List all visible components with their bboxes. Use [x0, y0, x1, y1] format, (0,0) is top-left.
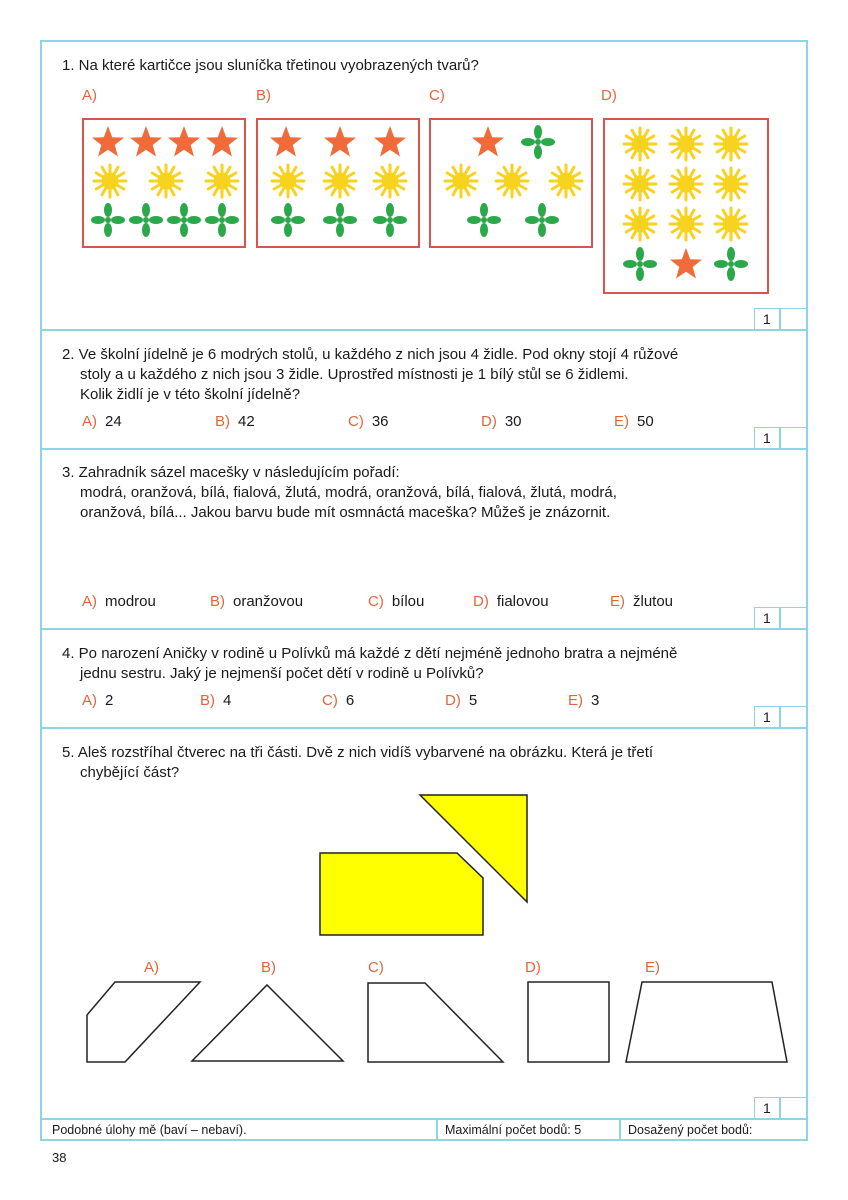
sun-icon [148, 163, 184, 199]
answer-shape-e [626, 982, 787, 1062]
score-box-1: 1 [754, 308, 806, 330]
yellow-pentagon-piece [320, 853, 483, 935]
answer-shape-a [87, 982, 200, 1062]
star-icon [166, 124, 202, 160]
q4-option-b: B) 4 [200, 692, 232, 709]
sun-icon [713, 206, 749, 242]
sun-icon [668, 166, 704, 202]
score-box-2: 1 [754, 427, 806, 449]
sun-icon [622, 206, 658, 242]
q5-option-b: B) [261, 959, 276, 976]
q3-option-b: B) oranžovou [210, 593, 304, 610]
sun-icon [668, 206, 704, 242]
star-icon [372, 124, 408, 160]
sun-icon [622, 126, 658, 162]
sun-icon [713, 126, 749, 162]
question-3-text: 3. Zahradník sázel macešky v následujícím pořadí: modrá, oranžová, bílá, fialová, žlutá, modrá, oranžová, bílá, fialová, žlutá, modrá, oranžová, bílá... Jakou barvu bude mít osmnáctá maceška? Můžeš je znázornit. [62, 464, 617, 521]
clover-icon [128, 202, 164, 238]
question-2-text: 2. Ve školní jídelně je 6 modrých stolů, u každého z nich jsou 4 židle. Pod okny stojí 4 růžové stoly a u každého z nich jsou 3 židle. Uprostřed místnosti je 1 bílý stůl se 6 židlemi. Kolik židlí je v této školní jídelně? [62, 346, 679, 403]
star-icon [668, 246, 704, 282]
sun-icon [270, 163, 306, 199]
q5-option-a: A) [144, 959, 159, 976]
clover-icon [90, 202, 126, 238]
clover-icon [520, 124, 556, 160]
clover-icon [622, 246, 658, 282]
answer-shape-d [528, 982, 609, 1062]
sun-icon [443, 163, 479, 199]
q1-option-c: C) [429, 87, 445, 104]
answer-shape-b [192, 985, 343, 1061]
sun-icon [204, 163, 240, 199]
q4-option-a: A) 2 [82, 692, 114, 709]
clover-icon [466, 202, 502, 238]
footer-achieved-points: Dosažený počet bodů: [628, 1123, 753, 1137]
q2-option-e: E) 50 [614, 413, 654, 430]
q3-option-a: A) modrou [82, 593, 156, 610]
star-icon [128, 124, 164, 160]
score-box-4: 1 [754, 706, 806, 728]
q2-option-a: A) 24 [82, 413, 122, 430]
q4-option-e: E) 3 [568, 692, 600, 709]
star-icon [204, 124, 240, 160]
q2-option-b: B) 42 [215, 413, 255, 430]
answer-shape-c [368, 983, 503, 1062]
footer-like: Podobné úlohy mě (baví – nebaví). [52, 1123, 247, 1137]
score-box-3: 1 [754, 607, 806, 629]
q2-option-c: C) 36 [348, 413, 389, 430]
q3-option-e: E) žlutou [610, 593, 674, 610]
star-icon [90, 124, 126, 160]
q5-option-e: E) [645, 959, 660, 976]
question-5-text: 5. Aleš rozstříhal čtverec na tři části. Dvě z nich vidíš vybarvené na obrázku. Která je třetí chybějící část? [62, 744, 654, 781]
star-icon [470, 124, 506, 160]
star-icon [322, 124, 358, 160]
clover-icon [322, 202, 358, 238]
clover-icon [524, 202, 560, 238]
q4-option-c: C) 6 [322, 692, 355, 709]
score-box-5: 1 [754, 1097, 806, 1119]
q1-option-b: B) [256, 87, 271, 104]
sun-icon [548, 163, 584, 199]
question-1-text: 1. Na které kartičce jsou sluníčka třetinou vyobrazených tvarů? [62, 57, 479, 74]
clover-icon [372, 202, 408, 238]
question-4-text: 4. Po narození Aničky v rodině u Polívků má každé z dětí nejméně jednoho bratra a nejméně jednu sestru. Jaký je nejmenší počet dětí v rodině u Polívků? [62, 645, 678, 682]
clover-icon [270, 202, 306, 238]
q1-option-d: D) [601, 87, 617, 104]
q1-option-a: A) [82, 87, 97, 104]
q5-option-c: C) [368, 959, 384, 976]
q5-option-d: D) [525, 959, 541, 976]
q4-option-d: D) 5 [445, 692, 478, 709]
clover-icon [204, 202, 240, 238]
sun-icon [622, 166, 658, 202]
q2-option-d: D) 30 [481, 413, 522, 430]
sun-icon [372, 163, 408, 199]
clover-icon [713, 246, 749, 282]
footer-max-points: Maximální počet bodů: 5 [445, 1123, 582, 1137]
sun-icon [494, 163, 530, 199]
sun-icon [713, 166, 749, 202]
page-number: 38 [52, 1150, 67, 1165]
star-icon [268, 124, 304, 160]
q3-option-d: D) fialovou [473, 593, 549, 610]
q3-option-c: C) bílou [368, 593, 425, 610]
sun-icon [668, 126, 704, 162]
sun-icon [322, 163, 358, 199]
clover-icon [166, 202, 202, 238]
sun-icon [92, 163, 128, 199]
